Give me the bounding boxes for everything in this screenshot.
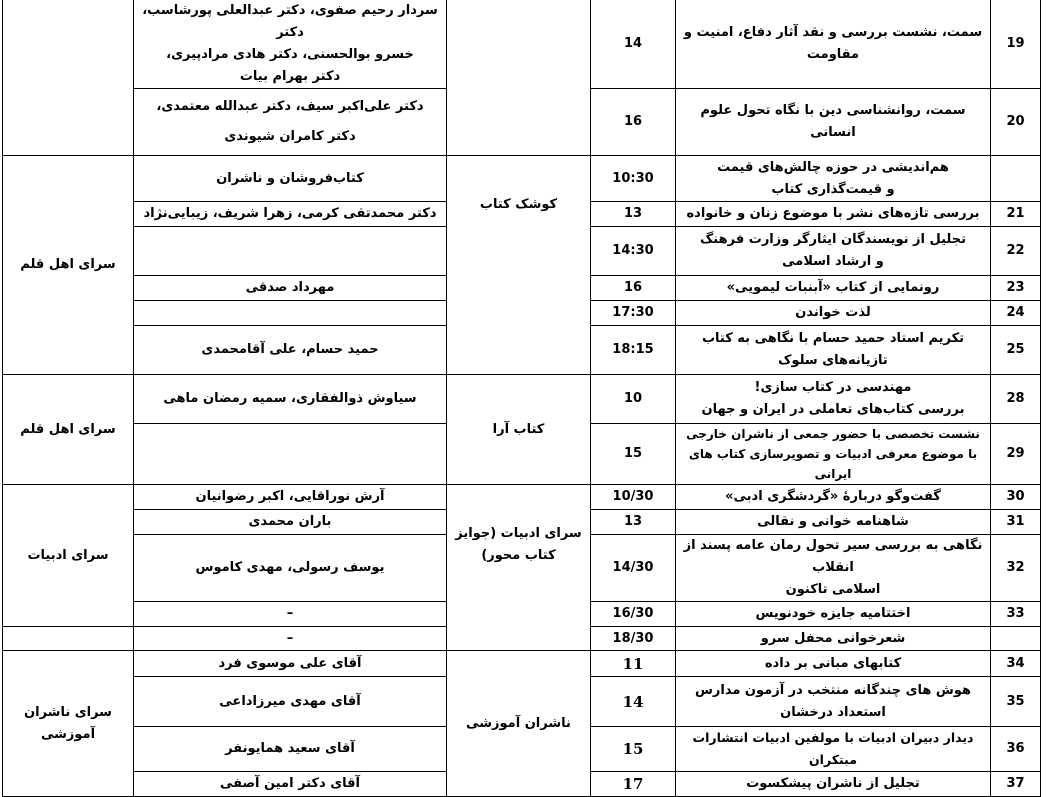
time-cell: 14:30 xyxy=(591,227,676,276)
hall-cell xyxy=(3,651,134,797)
speakers-cell: آقای مهدی میرزاداعی xyxy=(134,677,447,727)
title-line: با موضوع معرفی ادبیات و تصویرسازی کتاب های ایرانی xyxy=(688,447,978,481)
title-cell: گفت‌وگو دربارهٔ «گردشگری ادبی» xyxy=(676,485,991,510)
number-cell: 25 xyxy=(991,326,1041,375)
venue-group-line: کتاب محور) xyxy=(481,548,556,563)
table-row xyxy=(3,375,1041,424)
number-cell: 20 xyxy=(991,89,1041,156)
speakers-cell: آقای دکتر امین آصفی xyxy=(134,772,447,797)
number-cell: 22 xyxy=(991,227,1041,276)
title-cell: رونمایی از کتاب «آبنبات لیمویی» xyxy=(676,276,991,301)
number-cell: 21 xyxy=(991,202,1041,227)
event-schedule-table xyxy=(2,0,1041,797)
speakers-line: سردار رحیم صفوی، دکتر عبدالعلی پورشاسب، دکتر xyxy=(142,3,438,40)
title-cell: سمت، نشست بررسی و نقد آثار دفاع، امنیت و مقاومت xyxy=(676,0,991,89)
time-cell: 10/30 xyxy=(591,485,676,510)
time-cell: 14 xyxy=(591,0,676,89)
hall-line: آموزشی xyxy=(40,726,96,742)
speakers-cell: حمید حسام، علی آقامحمدی xyxy=(134,326,447,375)
speakers-line: خسرو بوالحسنی، دکتر هادی مرادپیری، xyxy=(166,47,414,62)
speakers-cell xyxy=(134,89,447,156)
number-cell: 36 xyxy=(991,727,1041,772)
time-cell: 18:15 xyxy=(591,326,676,375)
table-row xyxy=(3,0,1041,89)
time-cell: 18/30 xyxy=(591,627,676,651)
title-cell: تجلیل از ناشران پیشکسوت xyxy=(676,772,991,797)
venue-group-cell: کتاب آرا xyxy=(447,375,591,485)
speakers-cell: دکتر محمدتقی کرمی، زهرا شریف، زیبایی‌نژاد xyxy=(134,202,447,227)
number-cell: 35 xyxy=(991,677,1041,727)
title-cell: سمت، روانشناسی دین با نگاه تحول علوم انسانی xyxy=(676,89,991,156)
title-line: و قیمت‌گذاری کتاب xyxy=(771,181,895,197)
title-cell xyxy=(676,424,991,485)
title-line: تازیانه‌های سلوک xyxy=(778,353,888,368)
speakers-cell: آقای سعید همایونفر xyxy=(134,727,447,772)
hall-cell: سرای اهل قلم xyxy=(3,156,134,375)
hall-cell: سرای اهل قلم xyxy=(3,375,134,485)
venue-group-cell: ناشران آموزشی xyxy=(447,651,591,797)
hall-cell: سرای ادبیات xyxy=(3,485,134,627)
number-cell: 31 xyxy=(991,510,1041,535)
speakers-cell xyxy=(134,424,447,485)
time-cell: 13 xyxy=(591,510,676,535)
speakers-line: دکتر علی‌اکبر سیف، دکتر عبدالله معتمدی، xyxy=(156,99,424,114)
number-cell xyxy=(991,156,1041,202)
number-cell: 33 xyxy=(991,602,1041,627)
time-cell: 16 xyxy=(591,276,676,301)
title-cell xyxy=(676,156,991,202)
time-cell: 17:30 xyxy=(591,301,676,326)
title-line: تکریم استاد حمید حسام با نگاهی به کتاب xyxy=(701,331,965,346)
time-cell: 16/30 xyxy=(591,602,676,627)
title-line: هم‌اندیشی در حوزه چالش‌های قیمت xyxy=(717,159,949,175)
time-cell: 17 xyxy=(591,772,676,797)
title-cell: شعرخوانی محفل سرو xyxy=(676,627,991,651)
time-cell: 15 xyxy=(591,424,676,485)
title-cell xyxy=(676,326,991,375)
speakers-cell xyxy=(134,0,447,89)
speakers-cell: آقای علی موسوی فرد xyxy=(134,651,447,677)
speakers-line: دکتر بهرام بیات xyxy=(239,69,341,84)
time-cell: 16 xyxy=(591,89,676,156)
speakers-cell: باران محمدی xyxy=(134,510,447,535)
title-line: و ارشاد اسلامی xyxy=(782,254,884,269)
time-cell: 15 xyxy=(591,727,676,772)
number-cell: 34 xyxy=(991,651,1041,677)
table-row xyxy=(3,651,1041,677)
title-line: نگاهی به بررسی سیر تحول رمان عامه پسند از انقلاب xyxy=(683,538,983,575)
schedule-sheet xyxy=(2,0,1040,793)
title-cell xyxy=(676,375,991,424)
speakers-cell: – xyxy=(134,627,447,651)
number-cell: 28 xyxy=(991,375,1041,424)
title-cell xyxy=(676,535,991,602)
speakers-cell: آرش نوراقایی، اکبر رضوانیان xyxy=(134,485,447,510)
number-cell: 23 xyxy=(991,276,1041,301)
number-cell: 32 xyxy=(991,535,1041,602)
time-cell: 14 xyxy=(591,677,676,727)
title-cell: شاهنامه خوانی و نقالی xyxy=(676,510,991,535)
title-line: استعداد درخشان xyxy=(780,704,886,720)
time-cell: 13 xyxy=(591,202,676,227)
title-cell: دیدار دبیران ادبیات با مولفین ادبیات انتشارات مبتکران xyxy=(676,727,991,772)
time-cell: 14/30 xyxy=(591,535,676,602)
venue-group-cell xyxy=(447,0,591,156)
title-cell: بررسی تازه‌های نشر با موضوع زنان و خانواده xyxy=(676,202,991,227)
table-row xyxy=(3,156,1041,202)
hall-cell xyxy=(3,0,134,156)
title-cell xyxy=(676,227,991,276)
title-line: بررسی کتاب‌های تعاملی در ایران و جهان xyxy=(701,402,965,417)
time-cell: 10:30 xyxy=(591,156,676,202)
title-line: هوش های چندگانه منتخب در آزمون مدارس xyxy=(694,682,972,698)
number-cell xyxy=(991,627,1041,651)
number-cell: 24 xyxy=(991,301,1041,326)
speakers-cell: مهرداد صدقی xyxy=(134,276,447,301)
speakers-cell: یوسف رسولی، مهدی کاموس xyxy=(134,535,447,602)
time-cell: 10 xyxy=(591,375,676,424)
number-cell: 30 xyxy=(991,485,1041,510)
table-row xyxy=(3,485,1041,510)
title-cell xyxy=(676,677,991,727)
title-cell: کتابهای مبانی بر داده xyxy=(676,651,991,677)
speakers-line: دکتر کامران شیوندی xyxy=(224,129,356,144)
speakers-cell xyxy=(134,301,447,326)
speakers-cell: – xyxy=(134,602,447,627)
hall-cell-empty xyxy=(3,627,134,651)
speakers-cell xyxy=(134,227,447,276)
venue-group-cell xyxy=(447,485,591,651)
venue-group-line: سرای ادبیات (جوایز xyxy=(455,526,582,541)
title-line: تجلیل از نویسندگان ایثارگر وزارت فرهنگ xyxy=(700,232,966,247)
venue-group-cell: کوشک کتاب xyxy=(447,156,591,375)
title-line: نشست تخصصی با حضور جمعی از ناشران خارجی xyxy=(686,427,980,441)
title-cell: لذت خواندن xyxy=(676,301,991,326)
time-cell: 11 xyxy=(591,651,676,677)
number-cell: 37 xyxy=(991,772,1041,797)
title-cell: اختتامیه جایزه خودنویس xyxy=(676,602,991,627)
number-cell: 19 xyxy=(991,0,1041,89)
hall-line: سرای ناشران xyxy=(24,704,112,720)
title-line: مهندسی در کتاب سازی! xyxy=(754,380,912,395)
title-line: اسلامی تاکنون xyxy=(785,582,881,597)
speakers-cell: سیاوش ذوالفقاری، سمیه رمضان ماهی xyxy=(134,375,447,424)
speakers-cell: کتاب‌فروشان و ناشران xyxy=(134,156,447,202)
number-cell: 29 xyxy=(991,424,1041,485)
